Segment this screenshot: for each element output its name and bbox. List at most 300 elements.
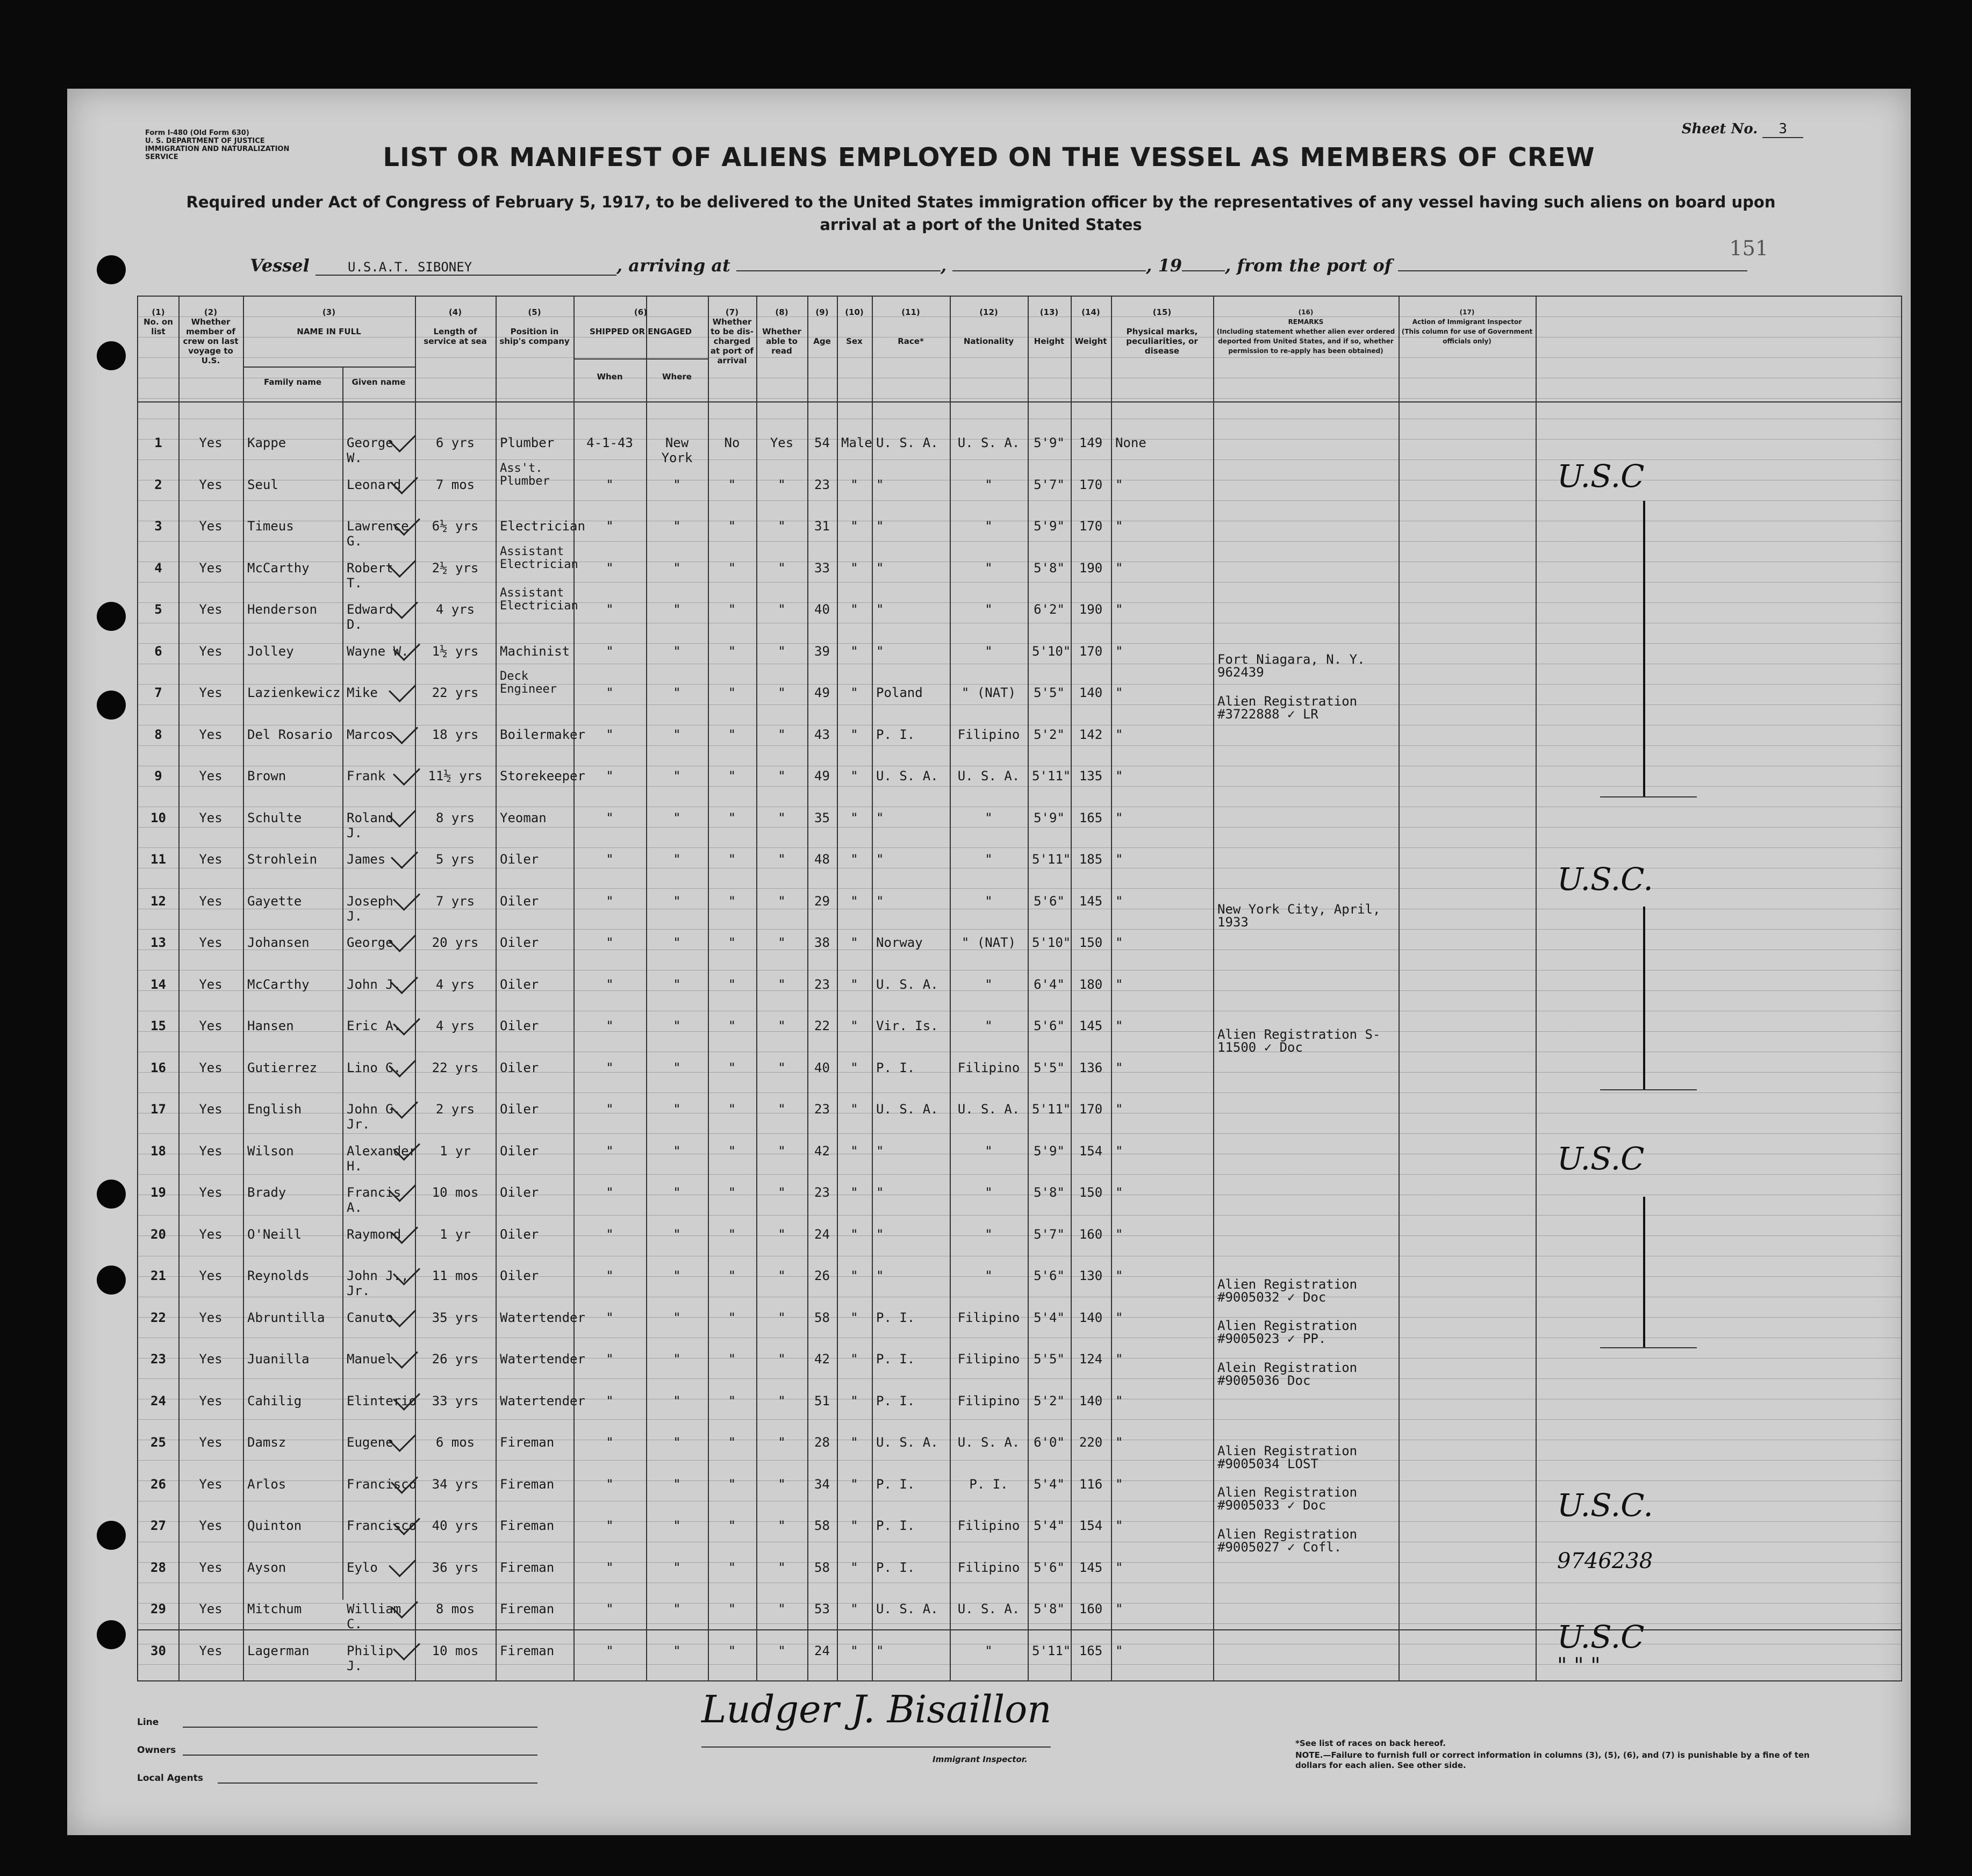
crew-member-cell: Yes xyxy=(199,1310,223,1325)
length-service-cell: 11½ yrs xyxy=(428,768,483,784)
port-label: , from the port of xyxy=(1225,255,1392,276)
height-cell: 5'9" xyxy=(1034,519,1065,534)
age-cell: 49 xyxy=(814,685,830,700)
col-race-header: (11) Race* xyxy=(898,307,924,346)
weight-cell: 140 xyxy=(1079,1393,1103,1408)
physical-marks-cell: " xyxy=(1115,560,1123,576)
shipped-where-cell: " xyxy=(673,727,681,742)
nationality-cell: " xyxy=(985,643,993,659)
weight-cell: 154 xyxy=(1079,1143,1103,1159)
column-divider xyxy=(708,297,709,1680)
discharged-cell: " xyxy=(728,602,736,617)
physical-marks-cell: " xyxy=(1115,685,1123,700)
age-cell: 58 xyxy=(814,1310,830,1325)
physical-marks-cell: " xyxy=(1115,1601,1123,1616)
shipped-where-cell: " xyxy=(673,560,681,576)
shipped-when-cell: " xyxy=(606,810,614,825)
race-cell: " xyxy=(876,1268,884,1283)
crew-member-cell: Yes xyxy=(199,560,223,576)
weight-cell: 145 xyxy=(1079,893,1103,909)
nationality-cell: Filipino xyxy=(957,1518,1020,1533)
crew-member-cell: Yes xyxy=(199,1352,223,1367)
height-cell: 6'4" xyxy=(1034,976,1065,992)
able-to-read-cell: " xyxy=(778,810,786,825)
column-divider xyxy=(573,297,575,1680)
position-cell: Plumber xyxy=(500,435,555,450)
weight-cell: 154 xyxy=(1079,1518,1103,1533)
nationality-cell: U. S. A. xyxy=(957,1435,1020,1450)
row-number: 14 xyxy=(150,976,166,992)
discharged-cell: No xyxy=(724,435,740,450)
discharged-cell: " xyxy=(728,1643,736,1658)
shipped-where-cell: " xyxy=(673,602,681,617)
ditto-bracket-foot xyxy=(1600,1347,1697,1348)
remarks-cell: Alien Registration #9005027 ✓ Cofl. xyxy=(1217,1526,1358,1555)
weight-cell: 136 xyxy=(1079,1060,1103,1075)
weight-cell: 170 xyxy=(1079,643,1103,659)
crew-member-cell: Yes xyxy=(199,1143,223,1159)
family-name-cell: Damsz xyxy=(247,1435,286,1450)
race-cell: " xyxy=(876,852,884,867)
race-cell: U. S. A. xyxy=(876,1102,938,1117)
height-cell: 5'2" xyxy=(1034,727,1065,742)
physical-marks-cell: " xyxy=(1115,1310,1123,1325)
height-cell: 5'6" xyxy=(1034,1018,1065,1033)
height-cell: 5'8" xyxy=(1034,1185,1065,1200)
age-cell: 23 xyxy=(814,477,830,492)
physical-marks-cell: " xyxy=(1115,1643,1123,1658)
row-number: 30 xyxy=(150,1643,166,1658)
physical-marks-cell: " xyxy=(1115,810,1123,825)
row-number: 22 xyxy=(150,1310,166,1325)
discharged-cell: " xyxy=(728,852,736,867)
length-service-cell: 36 yrs xyxy=(432,1559,479,1575)
crew-member-cell: Yes xyxy=(199,1060,223,1075)
discharged-cell: " xyxy=(728,477,736,492)
able-to-read-cell: " xyxy=(778,1393,786,1408)
position-cell: Fireman xyxy=(500,1476,555,1492)
family-name-cell: Schulte xyxy=(247,810,302,825)
document-title: LIST OR MANIFEST OF ALIENS EMPLOYED ON THE VESSEL AS MEMBERS OF CREW xyxy=(383,142,1595,172)
nationality-cell: " xyxy=(985,560,993,576)
nationality-cell: " xyxy=(985,1185,993,1200)
age-cell: 26 xyxy=(814,1268,830,1283)
shipped-where-cell: " xyxy=(673,1352,681,1367)
column-divider xyxy=(1071,297,1072,1680)
column-divider xyxy=(1213,297,1214,1680)
column-divider xyxy=(243,297,244,1680)
col-shipped-header: (6) SHIPPED OR ENGAGED xyxy=(589,307,692,336)
sex-cell: " xyxy=(850,519,858,534)
race-cell: U. S. A. xyxy=(876,768,938,784)
department-name: U. S. DEPARTMENT OF JUSTICE xyxy=(145,137,265,145)
crew-member-cell: Yes xyxy=(199,1601,223,1616)
length-service-cell: 26 yrs xyxy=(432,1352,479,1367)
sex-cell: " xyxy=(850,1185,858,1200)
sex-cell: " xyxy=(850,768,858,784)
crew-member-cell: Yes xyxy=(199,1268,223,1283)
position-cell: Oiler xyxy=(500,1185,539,1200)
family-name-cell: Johansen xyxy=(247,935,310,950)
nationality-cell: Filipino xyxy=(957,1060,1020,1075)
crew-member-cell: Yes xyxy=(199,643,223,659)
crew-member-cell: Yes xyxy=(199,1018,223,1033)
able-to-read-cell: " xyxy=(778,1226,786,1242)
able-to-read-cell: " xyxy=(778,1060,786,1075)
length-service-cell: 35 yrs xyxy=(432,1310,479,1325)
crew-member-cell: Yes xyxy=(199,1435,223,1450)
weight-cell: 140 xyxy=(1079,1310,1103,1325)
physical-marks-cell: " xyxy=(1115,976,1123,992)
position-cell: Deck Engineer xyxy=(500,670,557,696)
col-age-header: (9) Age xyxy=(813,307,831,346)
age-cell: 33 xyxy=(814,560,830,576)
physical-marks-cell: " xyxy=(1115,1559,1123,1575)
weight-cell: 130 xyxy=(1079,1268,1103,1283)
nationality-cell: " xyxy=(985,1143,993,1159)
col-remarks-header: (16) REMARKS (Including statement whether alien ever ordered deported from United States, and if so, whether permission to re-apply has been obtained) xyxy=(1216,308,1395,355)
punch-hole xyxy=(97,691,126,720)
sex-cell: " xyxy=(850,560,858,576)
arriving-label: , arriving at xyxy=(616,255,730,276)
weight-cell: 220 xyxy=(1079,1435,1103,1450)
nationality-cell: U. S. A. xyxy=(957,768,1020,784)
nationality-cell: " xyxy=(985,810,993,825)
shipped-when-cell: " xyxy=(606,1143,614,1159)
physical-marks-cell: " xyxy=(1115,1352,1123,1367)
physical-marks-cell: " xyxy=(1115,1143,1123,1159)
length-service-cell: 40 yrs xyxy=(432,1518,479,1533)
age-cell: 42 xyxy=(814,1143,830,1159)
length-service-cell: 6½ yrs xyxy=(432,519,479,534)
row-number: 1 xyxy=(154,435,162,450)
column-divider xyxy=(415,297,416,1680)
able-to-read-cell: " xyxy=(778,1435,786,1450)
shipped-where-cell: " xyxy=(673,1060,681,1075)
race-cell: " xyxy=(876,810,884,825)
discharged-cell: " xyxy=(728,935,736,950)
shipped-when-cell: " xyxy=(606,1018,614,1033)
weight-cell: 150 xyxy=(1079,935,1103,950)
height-cell: 5'11" xyxy=(1032,1102,1071,1117)
weight-cell: 149 xyxy=(1079,435,1103,450)
sex-cell: " xyxy=(850,1102,858,1117)
shipped-where-cell: " xyxy=(673,1143,681,1159)
able-to-read-cell: Yes xyxy=(770,435,794,450)
race-cell: P. I. xyxy=(876,1310,915,1325)
height-cell: 5'9" xyxy=(1034,810,1065,825)
column-divider xyxy=(807,297,808,1680)
family-name-cell: Ayson xyxy=(247,1559,286,1575)
crew-member-cell: Yes xyxy=(199,435,223,450)
age-cell: 53 xyxy=(814,1601,830,1616)
family-name-cell: Lagerman xyxy=(247,1643,310,1658)
column-divider xyxy=(1536,297,1537,1680)
able-to-read-cell: " xyxy=(778,1643,786,1658)
discharged-cell: " xyxy=(728,1185,736,1200)
physical-marks-cell: " xyxy=(1115,1435,1123,1450)
length-service-cell: 34 yrs xyxy=(432,1476,479,1492)
nationality-cell: Filipino xyxy=(957,1352,1020,1367)
shipped-when-cell: " xyxy=(606,768,614,784)
race-cell: " xyxy=(876,1643,884,1658)
given-name-cell: James xyxy=(347,852,386,867)
punch-hole xyxy=(97,1266,126,1295)
col-sex-header: (10) Sex xyxy=(845,307,864,346)
able-to-read-cell: " xyxy=(778,1268,786,1283)
shipped-where-cell: " xyxy=(673,935,681,950)
discharged-cell: " xyxy=(728,727,736,742)
discharged-cell: " xyxy=(728,1102,736,1117)
crew-member-cell: Yes xyxy=(199,1476,223,1492)
physical-marks-cell: " xyxy=(1115,893,1123,909)
able-to-read-cell: " xyxy=(778,852,786,867)
given-name-cell: Robert T. xyxy=(347,560,393,591)
column-divider xyxy=(872,297,873,1680)
name-split-divider xyxy=(342,366,343,1600)
shipped-where-cell: " xyxy=(673,1518,681,1533)
col-family-header: Family name xyxy=(263,377,321,387)
punch-hole xyxy=(97,1620,126,1649)
row-number: 10 xyxy=(150,810,166,825)
shipped-where-cell: " xyxy=(673,810,681,825)
arriving-at-field xyxy=(736,270,941,271)
discharged-cell: " xyxy=(728,519,736,534)
remarks-cell: Alien Registration #3722888 ✓ LR xyxy=(1217,693,1358,722)
position-cell: Fireman xyxy=(500,1643,555,1658)
family-name-cell: Kappe xyxy=(247,435,286,450)
col-no-header: (1) No. on list xyxy=(144,307,173,336)
race-cell: P. I. xyxy=(876,1476,915,1492)
family-name-cell: Henderson xyxy=(247,602,318,617)
race-cell: P. I. xyxy=(876,1518,915,1533)
name-subheader-divider xyxy=(243,366,415,368)
sex-cell: " xyxy=(850,727,858,742)
length-service-cell: 1½ yrs xyxy=(432,643,479,659)
shipped-when-cell: " xyxy=(606,602,614,617)
shipped-when-cell: " xyxy=(606,1310,614,1325)
shipped-where-cell: New York xyxy=(661,435,693,465)
discharged-cell: " xyxy=(728,1018,736,1033)
discharged-cell: " xyxy=(728,685,736,700)
able-to-read-cell: " xyxy=(778,1018,786,1033)
race-cell: U. S. A. xyxy=(876,1435,938,1450)
family-name-cell: Jolley xyxy=(247,643,294,659)
col-action-header: (17) Action of Immigrant Inspector (This column for use of Government officials only) xyxy=(1401,308,1533,345)
discharged-cell: " xyxy=(728,1559,736,1575)
sheet-number xyxy=(1682,121,1803,137)
physical-marks-cell: " xyxy=(1115,1268,1123,1283)
owners-field xyxy=(183,1755,537,1756)
age-cell: 28 xyxy=(814,1435,830,1450)
able-to-read-cell: " xyxy=(778,560,786,576)
crew-member-cell: Yes xyxy=(199,1643,223,1658)
weight-cell: 124 xyxy=(1079,1352,1103,1367)
height-cell: 6'2" xyxy=(1034,602,1065,617)
age-cell: 42 xyxy=(814,1352,830,1367)
length-service-cell: 7 yrs xyxy=(435,893,475,909)
row-number: 17 xyxy=(150,1102,166,1117)
nationality-cell: Filipino xyxy=(957,1310,1020,1325)
shipped-where-cell: " xyxy=(673,852,681,867)
service-name: IMMIGRATION AND NATURALIZATION SERVICE xyxy=(145,145,290,161)
col-height-header: (13) Height xyxy=(1034,307,1065,346)
crew-member-cell: Yes xyxy=(199,935,223,950)
physical-marks-cell: " xyxy=(1115,1102,1123,1117)
crew-member-cell: Yes xyxy=(199,1518,223,1533)
discharged-cell: " xyxy=(728,1143,736,1159)
sex-cell: " xyxy=(850,1060,858,1075)
shipped-when-cell: " xyxy=(606,1060,614,1075)
shipped-when-cell: " xyxy=(606,1268,614,1283)
race-cell: " xyxy=(876,560,884,576)
length-service-cell: 7 mos xyxy=(435,477,475,492)
nationality-cell: " (NAT) xyxy=(961,935,1016,950)
height-cell: 5'5" xyxy=(1034,1060,1065,1075)
physical-marks-cell: " xyxy=(1115,852,1123,867)
physical-marks-cell: " xyxy=(1115,1226,1123,1242)
row-number: 9 xyxy=(154,768,162,784)
shipped-where-cell: " xyxy=(673,1185,681,1200)
height-cell: 5'6" xyxy=(1034,1268,1065,1283)
nationality-cell: Filipino xyxy=(957,1393,1020,1408)
able-to-read-cell: " xyxy=(778,935,786,950)
column-divider xyxy=(837,297,838,1680)
weight-cell: 185 xyxy=(1079,852,1103,867)
age-cell: 54 xyxy=(814,435,830,450)
family-name-cell: Strohlein xyxy=(247,852,318,867)
crew-member-cell: Yes xyxy=(199,1393,223,1408)
able-to-read-cell: " xyxy=(778,1102,786,1117)
position-cell: Oiler xyxy=(500,935,539,950)
physical-marks-cell: " xyxy=(1115,727,1123,742)
nationality-cell: U. S. A. xyxy=(957,1102,1020,1117)
year-field xyxy=(1182,270,1225,271)
age-cell: 23 xyxy=(814,976,830,992)
position-cell: Oiler xyxy=(500,1143,539,1159)
shipped-when-cell: " xyxy=(606,1102,614,1117)
position-cell: Oiler xyxy=(500,893,539,909)
given-name-cell: Joseph J. xyxy=(347,893,393,924)
family-name-cell: Mitchum xyxy=(247,1601,302,1616)
column-divider xyxy=(950,297,951,1680)
weight-cell: 116 xyxy=(1079,1476,1103,1492)
discharged-cell: " xyxy=(728,976,736,992)
height-cell: 5'2" xyxy=(1034,1393,1065,1408)
height-cell: 5'5" xyxy=(1034,685,1065,700)
family-name-cell: Hansen xyxy=(247,1018,294,1033)
crew-member-cell: Yes xyxy=(199,1559,223,1575)
sex-cell: " xyxy=(850,852,858,867)
column-divider xyxy=(178,297,180,1680)
height-cell: 5'10" xyxy=(1032,643,1071,659)
weight-cell: 150 xyxy=(1079,1185,1103,1200)
sex-cell: " xyxy=(850,935,858,950)
shipped-when-cell: " xyxy=(606,1352,614,1367)
shipped-when-cell: " xyxy=(606,1185,614,1200)
physical-marks-cell: " xyxy=(1115,935,1123,950)
race-cell: P. I. xyxy=(876,1060,915,1075)
age-cell: 39 xyxy=(814,643,830,659)
row-number: 23 xyxy=(150,1352,166,1367)
line-field xyxy=(183,1727,537,1728)
given-name-cell: Wayne W. xyxy=(347,643,409,659)
family-name-cell: Quinton xyxy=(247,1518,302,1533)
race-cell: " xyxy=(876,893,884,909)
row-number: 2 xyxy=(154,477,162,492)
position-cell: Watertender xyxy=(500,1352,585,1367)
sex-cell: " xyxy=(850,1518,858,1533)
given-name-cell: Canuto xyxy=(347,1310,393,1325)
length-service-cell: 22 yrs xyxy=(432,685,479,700)
given-name-cell: Francisco xyxy=(347,1476,417,1492)
crew-member-cell: Yes xyxy=(199,852,223,867)
shipped-when-cell: " xyxy=(606,519,614,534)
weight-cell: 160 xyxy=(1079,1601,1103,1616)
shipped-where-cell: " xyxy=(673,643,681,659)
age-cell: 43 xyxy=(814,727,830,742)
nationality-cell: " xyxy=(985,976,993,992)
weight-cell: 170 xyxy=(1079,1102,1103,1117)
document-subtitle: Required under Act of Congress of February 5, 1917, to be delivered to the United States immigration officer by the representatives of any vessel having such aliens on board upon arrival at a port of the United States xyxy=(186,193,1776,234)
family-name-cell: Wilson xyxy=(247,1143,294,1159)
height-cell: 5'4" xyxy=(1034,1310,1065,1325)
able-to-read-cell: " xyxy=(778,1476,786,1492)
punch-hole xyxy=(97,1521,126,1550)
shipped-when-cell: " xyxy=(606,727,614,742)
discharged-cell: " xyxy=(728,810,736,825)
nationality-cell: Filipino xyxy=(957,727,1020,742)
height-cell: 5'10" xyxy=(1032,935,1071,950)
nationality-cell: " xyxy=(985,1643,993,1658)
form-number: Form I-480 (Old Form 630) xyxy=(145,129,249,137)
race-cell: P. I. xyxy=(876,1559,915,1575)
length-service-cell: 1 yr xyxy=(440,1143,471,1159)
given-name-cell: Eugene xyxy=(347,1435,393,1450)
height-cell: 5'9" xyxy=(1034,1143,1065,1159)
able-to-read-cell: " xyxy=(778,976,786,992)
shipped-when-cell: " xyxy=(606,1226,614,1242)
crew-member-cell: Yes xyxy=(199,976,223,992)
position-cell: Assistant Electrician xyxy=(500,586,578,613)
sex-cell: " xyxy=(850,976,858,992)
crew-member-cell: Yes xyxy=(199,727,223,742)
discharged-cell: " xyxy=(728,1601,736,1616)
given-name-cell: Manuel xyxy=(347,1352,393,1367)
shipped-when-cell: 4-1-43 xyxy=(586,435,633,450)
given-name-cell: Francis A. xyxy=(347,1185,401,1215)
weight-cell: 165 xyxy=(1079,810,1103,825)
length-service-cell: 6 yrs xyxy=(435,435,475,450)
row-number: 4 xyxy=(154,560,162,576)
nationality-cell: " xyxy=(985,602,993,617)
sex-cell: " xyxy=(850,477,858,492)
discharged-cell: " xyxy=(728,1352,736,1367)
weight-cell: 165 xyxy=(1079,1643,1103,1658)
height-cell: 5'8" xyxy=(1034,1601,1065,1616)
shipped-where-cell: " xyxy=(673,1476,681,1492)
action-mark: 9746238 xyxy=(1557,1549,1653,1573)
length-service-cell: 4 yrs xyxy=(435,602,475,617)
position-cell: Boilermaker xyxy=(500,727,585,742)
length-service-cell: 1 yr xyxy=(440,1226,471,1242)
length-service-cell: 2½ yrs xyxy=(432,560,479,576)
age-cell: 31 xyxy=(814,519,830,534)
physical-marks-cell: " xyxy=(1115,1060,1123,1075)
height-cell: 5'8" xyxy=(1034,560,1065,576)
position-cell: Oiler xyxy=(500,1226,539,1242)
age-cell: 48 xyxy=(814,852,830,867)
